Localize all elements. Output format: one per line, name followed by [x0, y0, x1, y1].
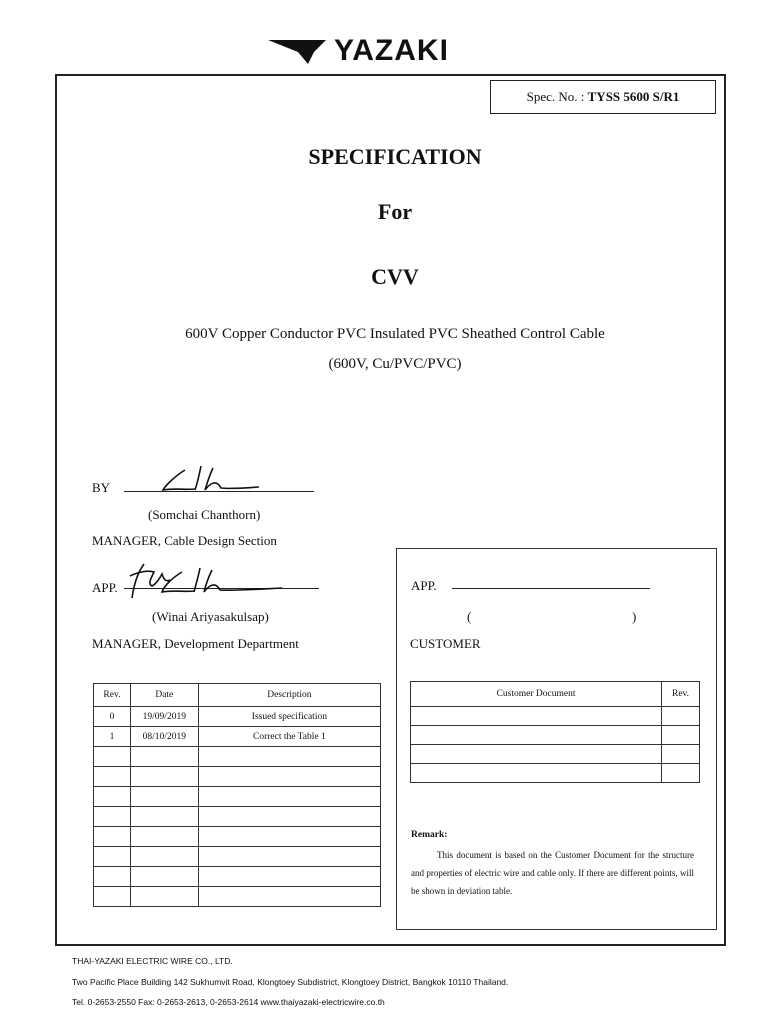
empty-row [94, 867, 381, 887]
spec-label: Spec. No. : [526, 89, 588, 104]
empty-row [94, 887, 381, 907]
table-header-row [94, 684, 381, 707]
customer-paren-open: ( [467, 609, 472, 624]
rev-cell: 0 [94, 707, 131, 727]
by-position: MANAGER, Cable Design Section [92, 533, 277, 548]
customer-signature-line [452, 588, 650, 589]
by-label: BY [92, 480, 111, 495]
logo-text: YAZAKI [334, 34, 449, 67]
customer-rev-header: Rev. [662, 682, 700, 707]
table-row [94, 727, 381, 747]
app-label: APP. [92, 580, 118, 595]
description-header: Description [198, 684, 380, 707]
empty-row [411, 745, 700, 764]
spec-number-box [490, 80, 716, 114]
rev-cell: 1 [94, 727, 131, 747]
empty-row [94, 787, 381, 807]
title-product: CVV [371, 264, 419, 289]
title-specification: SPECIFICATION [308, 144, 482, 169]
empty-row [94, 747, 381, 767]
by-signature [155, 462, 265, 496]
table-header-row [411, 682, 700, 707]
app-name: (Winai Ariyasakulsap) [152, 609, 269, 624]
customer-document-header: Customer Document [411, 682, 662, 707]
description-line-2: (600V, Cu/PVC/PVC) [328, 356, 462, 372]
description-cell: Issued specification [198, 707, 380, 727]
empty-row [94, 827, 381, 847]
yazaki-logo [268, 36, 488, 70]
rev-header: Rev. [94, 684, 131, 707]
date-header: Date [130, 684, 198, 707]
footer-company: THAI-YAZAKI ELECTRIC WIRE CO., LTD. [72, 956, 233, 966]
customer-label: CUSTOMER [410, 636, 481, 651]
customer-document-table [410, 681, 700, 783]
footer-address: Two Pacific Place Building 142 Sukhumvit Road, Klongtoey Subdistrict, Klongtoey District, Bangkok 10110 Thailand. [72, 977, 509, 987]
footer-contact: Tel. 0-2653-2550 Fax: 0-2653-2613, 0-2653-2614 www.thaiyazaki-electricwire.co.th [72, 997, 385, 1007]
spec-number: TYSS 5600 S/R1 [587, 89, 680, 104]
date-cell: 19/09/2019 [130, 707, 198, 727]
yazaki-logo-mark-icon [268, 38, 328, 66]
table-row [94, 707, 381, 727]
description-line-1: 600V Copper Conductor PVC Insulated PVC Sheathed Control Cable [185, 326, 605, 342]
description-cell: Correct the Table 1 [198, 727, 380, 747]
empty-row [94, 807, 381, 827]
customer-app-label: APP. [411, 578, 437, 593]
customer-paren-close: ) [632, 609, 637, 624]
app-signature [122, 560, 292, 602]
by-name: (Somchai Chanthorn) [148, 507, 261, 522]
empty-row [411, 764, 700, 783]
empty-row [94, 847, 381, 867]
remark-text: This document is based on the Customer Document for the structure and properties of electric wire and cable only. If there are different points, will be shown in deviation table. [411, 850, 694, 896]
date-cell: 08/10/2019 [130, 727, 198, 747]
revision-table [93, 683, 381, 907]
empty-row [94, 767, 381, 787]
app-position: MANAGER, Development Department [92, 636, 299, 651]
empty-row [411, 726, 700, 745]
empty-row [411, 707, 700, 726]
title-for: For [377, 199, 413, 224]
remark-title: Remark: [411, 830, 448, 840]
